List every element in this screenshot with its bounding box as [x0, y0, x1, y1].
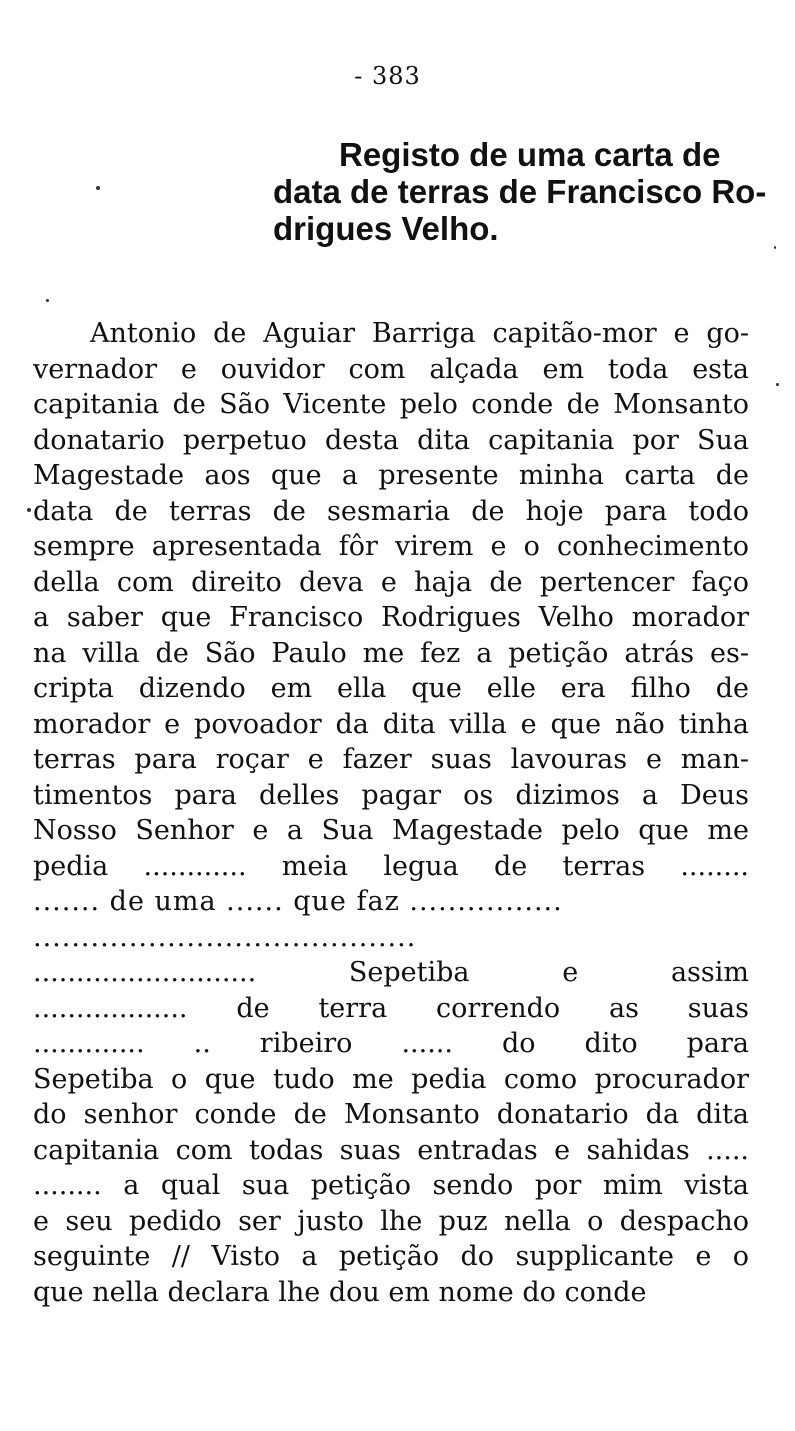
body-line: na villa de São Paulo me fez a petição atrás es- [33, 637, 749, 669]
body-line: ............. .. ribeiro ...... do dito para [33, 1028, 749, 1059]
body-line: della com direito deva e haja de pertencer faço [33, 566, 749, 598]
body-line: cripta dizendo em ella que elle era filho de [33, 673, 749, 704]
body-line: ........................................ [33, 921, 417, 953]
body-line: .......................... Sepetiba e assim [33, 957, 749, 988]
heading-line: drigues Velho. [273, 210, 499, 247]
body-line: capitania com todas suas entradas e sahidas ..... [33, 1134, 749, 1166]
body-line: Magestade aos que a presente minha carta de [33, 460, 749, 491]
heading-line: Registo de uma carta de [339, 136, 721, 173]
body-line: a saber que Francisco Rodrigues Velho morador [33, 602, 749, 633]
body-line: morador e povoador da dita villa e que não tinha [33, 708, 749, 740]
body-line: vernador e ouvidor com alçada em toda esta [33, 353, 749, 385]
document-heading [273, 136, 767, 247]
body-line: data de terras de sesmaria de hoje para todo [33, 495, 749, 527]
body-line: pedia ............ meia legua de terras ........ [33, 850, 749, 882]
scan-speck [776, 383, 779, 386]
body-line: ........ a qual sua petição sendo por mim vista [33, 1170, 749, 1201]
body-line: Nosso Senhor e a Sua Magestade pelo que me [33, 815, 749, 846]
body-line: sempre apresentada fôr virem e o conhecimento [33, 531, 749, 562]
body-line: ....... de uma ...... que faz ................ [33, 886, 563, 917]
body-line: donatario perpetuo desta dita capitania por Sua [33, 424, 749, 456]
body-line: capitania de São Vicente pelo conde de Monsanto [33, 389, 749, 420]
body-line: seguinte // Visto a petição do supplicante e o [33, 1241, 749, 1272]
scan-speck [46, 299, 49, 302]
body-line: e seu pedido ser justo lhe puz nella o despacho [33, 1205, 749, 1237]
scan-speck [27, 508, 31, 512]
body-line: terras para roçar e fazer suas lavouras e man- [33, 744, 749, 775]
body-line: do senhor conde de Monsanto donatario da dita [33, 1099, 749, 1130]
scan-speck [774, 246, 776, 249]
body-line: .................. de terra correndo as suas [33, 992, 749, 1024]
body-line: timentos para delles pagar os dizimos a Deus [33, 779, 749, 811]
body-line: que nella declara lhe dou em nome do conde [33, 1276, 647, 1308]
body-line: Antonio de Aguiar Barriga capitão-mor e go- [90, 318, 749, 349]
document-body [33, 316, 749, 1310]
body-line: Sepetiba o que tudo me pedia como procurador [33, 1063, 749, 1095]
scan-speck [96, 186, 100, 190]
heading-line: data de terras de Francisco Ro- [273, 173, 767, 210]
page-number: - 383 [354, 62, 421, 90]
